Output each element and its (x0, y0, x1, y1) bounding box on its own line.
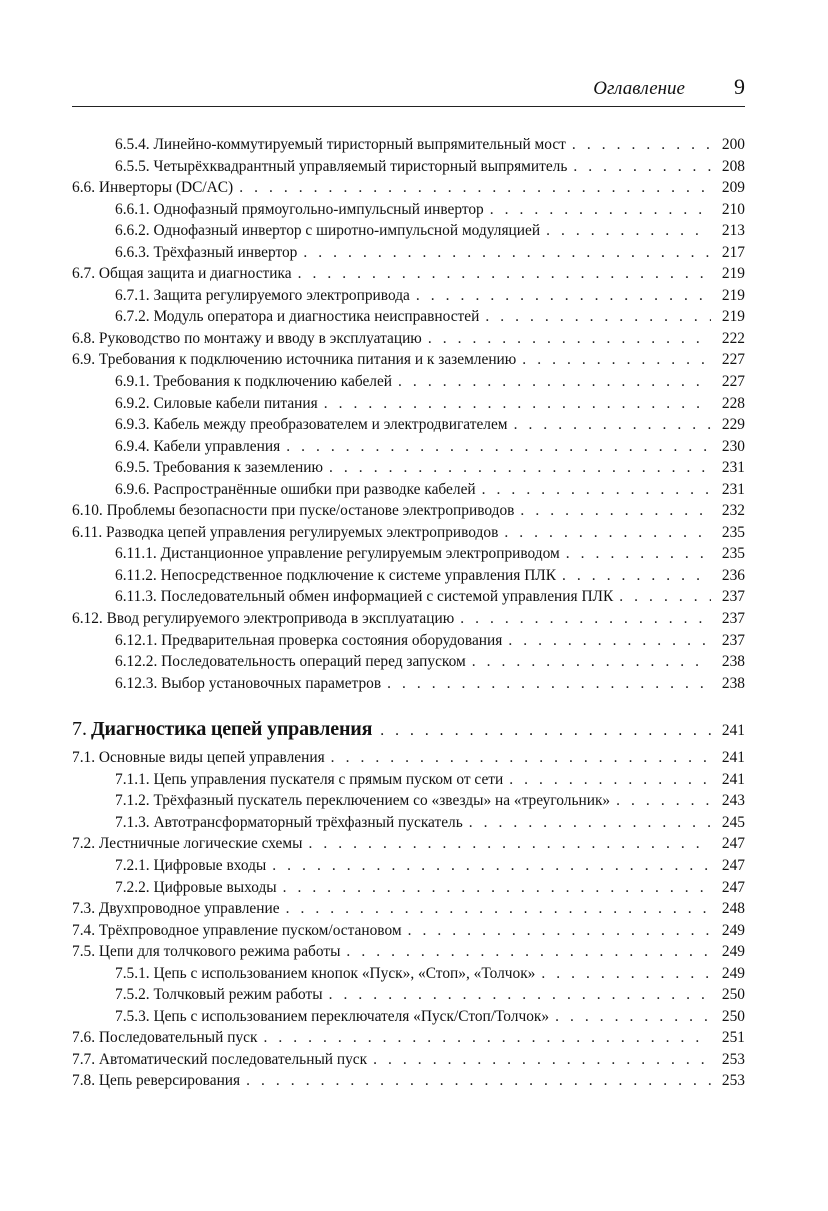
toc-subsection-entry[interactable] (72, 306, 745, 328)
dot-leader (263, 1027, 711, 1049)
toc-section-entry[interactable] (72, 941, 745, 963)
toc-subsection-entry[interactable] (72, 812, 745, 834)
toc-entry-page: 241 (721, 749, 745, 767)
toc-section-entry[interactable] (72, 177, 745, 199)
toc-entry-page: 249 (721, 921, 745, 939)
toc-subsection-entry[interactable] (72, 984, 745, 1006)
dot-leader (428, 328, 711, 350)
toc-subsection-entry[interactable] (72, 855, 745, 877)
toc-entry-title: 7.1.2. Трёхфазный пускатель переключением со «звезды» на «треугольник» (115, 792, 611, 810)
toc-subsection-entry[interactable] (72, 963, 745, 985)
toc-entry-title: 7.8. Цепь реверсирования (72, 1072, 241, 1090)
toc-entry-title: 7.4. Трёхпроводное управление пуском/остановом (72, 921, 402, 939)
chapter-number: 7. (72, 718, 87, 741)
toc-section-entry[interactable] (72, 500, 745, 522)
toc-subsection-entry[interactable] (72, 134, 745, 156)
toc-entry-title: 6.7.1. Защита регулируемого электропривода (115, 286, 410, 304)
toc-entry-title: 6.9.4. Кабели управления (115, 437, 281, 455)
toc-subsection-entry[interactable] (72, 543, 745, 565)
dot-leader (298, 263, 711, 285)
dot-leader (555, 1006, 711, 1028)
toc-entry-title: 6.11.3. Последовательный обмен информацией с системой управления ПЛК (115, 588, 614, 606)
dot-leader (460, 608, 711, 630)
toc-entry-title: 7.1. Основные виды цепей управления (72, 749, 325, 767)
toc-entry-title: 6.5.5. Четырёхквадрантный управляемый тиристорный выпрямитель (115, 157, 568, 175)
toc-entry-title: 7.2. Лестничные логические схемы (72, 835, 303, 853)
toc-entry-title: 7.5. Цепи для толчкового режима работы (72, 943, 341, 961)
toc-entry-page: 222 (721, 329, 745, 347)
toc-entry-page: 243 (721, 792, 745, 810)
toc-entry-page: 250 (721, 986, 745, 1004)
toc-entry-title: 6.11.1. Дистанционное управление регулируемым электроприводом (115, 545, 560, 563)
toc-entry-title: 7.5.2. Толчковый режим работы (115, 986, 323, 1004)
dot-leader (408, 920, 711, 942)
toc-entry-page: 228 (721, 394, 745, 412)
toc-entry-page: 230 (721, 437, 745, 455)
toc-entry-page: 250 (721, 1007, 745, 1025)
toc-section-entry[interactable] (72, 1027, 745, 1049)
toc-entry-title: 7.3. Двухпроводное управление (72, 900, 280, 918)
toc-entry-page: 253 (721, 1072, 745, 1090)
toc-entry-page: 235 (721, 523, 745, 541)
toc-section-entry[interactable] (72, 263, 745, 285)
toc-entry-page: 219 (721, 286, 745, 304)
page-header (72, 70, 745, 107)
toc-entry-title: 7.5.1. Цепь с использованием кнопок «Пуск», «Стоп», «Толчок» (115, 964, 536, 982)
toc-entry-page: 210 (721, 200, 745, 218)
toc-section-entry[interactable] (72, 522, 745, 544)
toc-section-entry[interactable] (72, 1070, 745, 1092)
toc-section-6 (72, 134, 745, 694)
toc-entry-title: 6.9.5. Требования к заземлению (115, 459, 324, 477)
toc-entry-title: 7.6. Последовательный пуск (72, 1029, 258, 1047)
toc-entry-page: 227 (721, 373, 745, 391)
toc-subsection-entry[interactable] (72, 414, 745, 436)
toc-entry-page: 209 (721, 179, 745, 197)
toc-entry-title: 7.5.3. Цепь с использованием переключателя «Пуск/Стоп/Толчок» (115, 1007, 550, 1025)
chapter-title: Диагностика цепей управления (91, 718, 373, 741)
toc-section-entry[interactable] (72, 328, 745, 350)
toc-entry-title: 6.7. Общая защита и диагностика (72, 265, 292, 283)
toc-subsection-entry[interactable] (72, 1006, 745, 1028)
toc-entry-page: 249 (721, 964, 745, 982)
dot-leader (514, 414, 711, 436)
dot-leader (380, 716, 711, 744)
toc-entry-title: 6.12.1. Предварительная проверка состояния оборудования (115, 631, 503, 649)
toc-subsection-entry[interactable] (72, 393, 745, 415)
toc-entry-page: 247 (721, 878, 745, 896)
dot-leader (490, 199, 711, 221)
dot-leader (509, 769, 711, 791)
toc-entry-title: 6.9.2. Силовые кабели питания (115, 394, 318, 412)
toc-entry-page: 231 (721, 459, 745, 477)
toc-entry-page: 232 (721, 502, 745, 520)
dot-leader (520, 500, 711, 522)
toc-entry-title: 6.8. Руководство по монтажу и вводу в эксплуатацию (72, 329, 422, 347)
toc-entry-title: 7.7. Автоматический последовательный пуск (72, 1050, 368, 1068)
dot-leader (541, 963, 711, 985)
dot-leader (331, 747, 711, 769)
toc-subsection-entry[interactable] (72, 877, 745, 899)
toc-subsection-entry[interactable] (72, 790, 745, 812)
toc-entry-page: 245 (721, 813, 745, 831)
toc-entry-page: 249 (721, 943, 745, 961)
dot-leader (546, 220, 711, 242)
toc-entry-page: 253 (721, 1050, 745, 1068)
dot-leader (324, 393, 711, 415)
toc-section-entry[interactable] (72, 833, 745, 855)
dot-leader (482, 479, 711, 501)
dot-leader (303, 242, 711, 264)
toc-entry-title: 6.5.4. Линейно-коммутируемый тиристорный выпрямительный мост (115, 136, 566, 153)
toc-entry-title: 6.9. Требования к подключению источника питания и к заземлению (72, 351, 517, 369)
toc-entry-page: 219 (721, 308, 745, 326)
toc-entry-page: 241 (721, 770, 745, 788)
toc-entry-page: 237 (721, 610, 745, 628)
dot-leader (522, 349, 711, 371)
dot-leader (283, 877, 711, 899)
dot-leader (508, 630, 711, 652)
dot-leader (239, 177, 711, 199)
toc-entry-title: 6.10. Проблемы безопасности при пуске/останове электроприводов (72, 502, 515, 520)
toc-entry-page: 235 (721, 545, 745, 563)
dot-leader (286, 436, 711, 458)
dot-leader (416, 285, 711, 307)
dot-leader (373, 1049, 711, 1071)
toc-entry-page: 208 (721, 157, 745, 175)
dot-leader (573, 156, 711, 178)
toc-section-entry[interactable] (72, 349, 745, 371)
running-title: Оглавление (593, 78, 685, 99)
toc-entry-title: 6.9.6. Распространённые ошибки при разводке кабелей (115, 480, 476, 498)
toc-entry-title: 7.1.3. Автотрансформаторный трёхфазный пускатель (115, 813, 463, 831)
toc-entry-title: 6.12.3. Выбор установочных параметров (115, 674, 382, 692)
toc-entry-page: 227 (721, 351, 745, 369)
toc-subsection-entry[interactable] (72, 371, 745, 393)
page-number: 9 (734, 74, 745, 99)
toc-entry-page: 217 (721, 243, 745, 261)
toc-entry-page: 231 (721, 480, 745, 498)
toc-subsection-entry[interactable] (72, 242, 745, 264)
dot-leader (308, 833, 711, 855)
toc-subsection-entry[interactable] (72, 630, 745, 652)
dot-leader (566, 543, 711, 565)
table-of-contents (72, 134, 745, 1092)
toc-entry-page: 238 (721, 653, 745, 671)
toc-section-entry[interactable] (72, 608, 745, 630)
toc-entry-title: 6.7.2. Модуль оператора и диагностика неисправностей (115, 308, 480, 326)
toc-entry-page: 237 (721, 631, 745, 649)
toc-entry-title: 7.1.1. Цепь управления пускателя с прямым пуском от сети (115, 770, 504, 788)
toc-entry-title: 6.9.3. Кабель между преобразователем и электродвигателем (115, 416, 508, 434)
dot-leader (469, 812, 711, 834)
chapter-page: 241 (721, 722, 745, 740)
dot-leader (286, 898, 711, 920)
toc-section-entry[interactable] (72, 747, 745, 769)
toc-subsection-entry[interactable] (72, 479, 745, 501)
toc-entry-title: 7.2.2. Цифровые выходы (115, 878, 277, 896)
toc-subsection-entry[interactable] (72, 651, 745, 673)
toc-subsection-entry[interactable] (72, 436, 745, 458)
dot-leader (485, 306, 711, 328)
dot-leader (398, 371, 711, 393)
toc-entry-title: 6.12.2. Последовательность операций перед запуском (115, 653, 466, 671)
dot-leader (616, 790, 711, 812)
toc-subsection-entry[interactable] (72, 673, 745, 695)
toc-subsection-entry[interactable] (72, 769, 745, 791)
toc-subsection-entry[interactable] (72, 156, 745, 178)
toc-section-entry[interactable] (72, 920, 745, 942)
toc-subsection-entry[interactable] (72, 457, 745, 479)
dot-leader (329, 457, 711, 479)
dot-leader (272, 855, 711, 877)
toc-section-entry[interactable] (72, 898, 745, 920)
toc-entry-page: 238 (721, 674, 745, 692)
dot-leader (387, 673, 711, 695)
toc-entry-page: 200 (721, 136, 745, 153)
toc-entry-title: 6.11. Разводка цепей управления регулируемых электроприводов (72, 523, 499, 541)
toc-entry-page: 237 (721, 588, 745, 606)
toc-entry-title: 6.6.3. Трёхфазный инвертор (115, 243, 298, 261)
toc-subsection-entry[interactable] (72, 586, 745, 608)
toc-subsection-entry[interactable] (72, 285, 745, 307)
chapter-heading[interactable] (72, 714, 745, 744)
toc-subsection-entry[interactable] (72, 199, 745, 221)
toc-entry-page: 219 (721, 265, 745, 283)
toc-entry-page: 247 (721, 835, 745, 853)
toc-entry-title: 6.6. Инверторы (DC/AC) (72, 179, 234, 197)
dot-leader (329, 984, 711, 1006)
dot-leader (572, 134, 711, 156)
toc-section-7 (72, 747, 745, 1092)
dot-leader (504, 522, 711, 544)
toc-entry-title: 6.6.2. Однофазный инвертор с широтно-импульсной модуляцией (115, 222, 541, 240)
dot-leader (619, 586, 711, 608)
toc-entry-page: 213 (721, 222, 745, 240)
toc-section-entry[interactable] (72, 1049, 745, 1071)
toc-subsection-entry[interactable] (72, 220, 745, 242)
toc-entry-title: 6.6.1. Однофазный прямоугольно-импульсный инвертор (115, 200, 484, 218)
dot-leader (246, 1070, 711, 1092)
toc-entry-page: 251 (721, 1029, 745, 1047)
toc-entry-title: 6.11.2. Непосредственное подключение к системе управления ПЛК (115, 566, 557, 584)
toc-entry-title: 6.9.1. Требования к подключению кабелей (115, 373, 393, 391)
dot-leader (346, 941, 711, 963)
dot-leader (562, 565, 711, 587)
toc-entry-page: 248 (721, 900, 745, 918)
toc-entry-page: 247 (721, 856, 745, 874)
toc-entry-page: 229 (721, 416, 745, 434)
toc-entry-title: 6.12. Ввод регулируемого электропривода в эксплуатацию (72, 610, 455, 628)
dot-leader (472, 651, 711, 673)
toc-entry-page: 236 (721, 566, 745, 584)
toc-subsection-entry[interactable] (72, 565, 745, 587)
toc-entry-title: 7.2.1. Цифровые входы (115, 856, 267, 874)
